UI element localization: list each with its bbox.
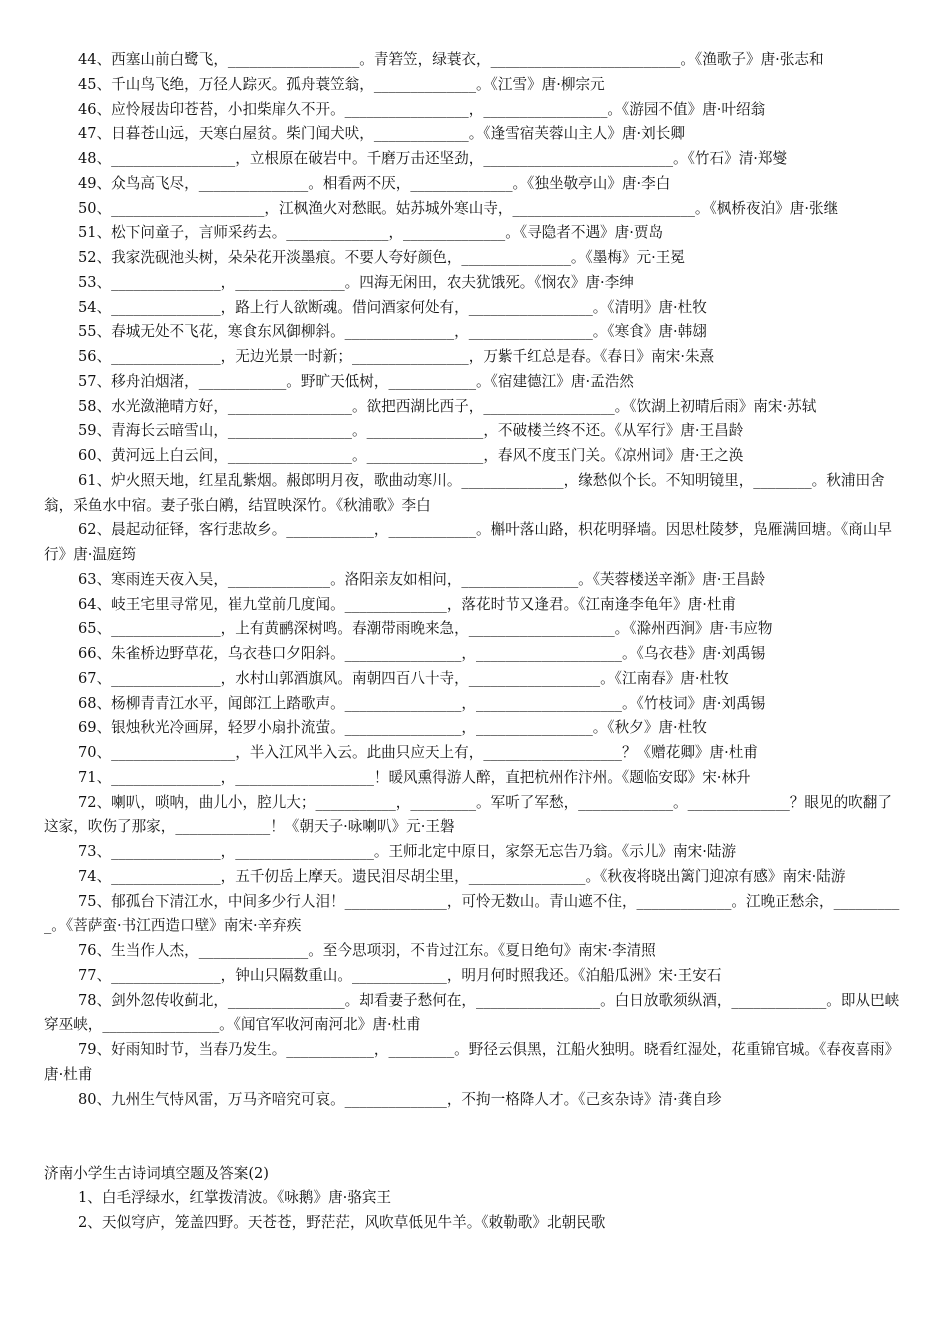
question-item: [78, 221, 906, 246]
question-number: 78: [78, 991, 97, 1009]
question-item: [44, 197, 906, 222]
question-number: 48: [78, 150, 97, 167]
question-number: 66: [78, 645, 97, 662]
question-text: 、_______________，五千仞岳上摩天。遗民泪尽胡尘里，________________。《秋夜将晓出篱门迎凉有感》南宋·陆游: [96, 867, 846, 885]
question-number: 71: [78, 768, 97, 786]
question-item: [78, 395, 906, 420]
answer-item: [78, 1186, 906, 1211]
question-text: 、应怜屐齿印苍苔，小扣柴扉久不开。_________________，_________________。《游园不值》唐·叶绍翁: [96, 100, 766, 118]
question-item: [78, 692, 906, 717]
question-number: 70: [78, 744, 97, 761]
answer-number: 1: [78, 1189, 88, 1207]
question-item: [44, 1038, 906, 1088]
question-text: 、黄河远上白云间，_________________。________________，春风不度玉门关。《凉州词》唐·王之涣: [96, 447, 744, 464]
question-item: [78, 840, 906, 865]
question-item: [44, 989, 906, 1039]
question-text: 、好雨知时节，当春乃发生。____________，_________。野径云俱黑，江船火独明。晓看红湿处，花重锦官城。《春夜喜雨》唐·杜甫: [44, 1041, 900, 1083]
question-number: 52: [78, 249, 97, 266]
question-number: 61: [78, 471, 97, 489]
question-text: 、银烛秋光冷画屏，轻罗小扇扑流萤。________________，________________。《秋夕》唐·杜牧: [96, 719, 707, 737]
question-text: 、我家洗砚池头树，朵朵花开淡墨痕。不要人夸好颜色，_______________。《墨梅》元·王冕: [96, 249, 685, 266]
question-item: [78, 939, 906, 964]
question-number: 47: [78, 125, 97, 143]
question-item: [78, 667, 906, 692]
question-item: [78, 296, 906, 321]
question-number: 68: [78, 694, 97, 712]
question-number: 57: [78, 372, 97, 390]
question-item: [78, 741, 906, 766]
question-item: [78, 73, 906, 98]
question-number: 44: [78, 51, 97, 68]
question-item: [78, 122, 906, 147]
question-text: 、千山鸟飞绝，万径人踪灭。孤舟蓑笠翁，______________。《江雪》唐·柳宗元: [96, 75, 605, 93]
question-number: 60: [78, 447, 97, 464]
question-item: [78, 345, 906, 370]
question-item: [44, 890, 906, 940]
question-text: 、朱雀桥边野草花，乌衣巷口夕阳斜。________________，____________________。《乌衣巷》唐·刘禹锡: [96, 645, 766, 662]
question-number: 74: [78, 867, 97, 885]
question-number: 76: [78, 942, 97, 959]
answer-text: 、白毛浮绿水，红掌拨清波。《咏鹅》唐·骆宾王: [87, 1189, 392, 1207]
question-text: 、郁孤台下清江水，中间多少行人泪！______________，可怜无数山。青山遮不住，_____________。江晚正愁余，__________。《菩萨蛮·书江西造口壁》南宋·辛弃疾: [44, 892, 900, 935]
question-number: 54: [78, 298, 97, 316]
question-item: [78, 617, 906, 642]
question-number: 46: [78, 100, 97, 118]
question-text: 、春城无处不飞花，寒食东风御柳斜。_______________，_________________。《寒食》唐·韩翃: [96, 323, 707, 341]
question-text: 、晨起动征铎，客行悲故乡。____________，____________。槲叶落山路，枳花明驿墙。因思杜陵梦，凫雁满回塘。《商山早行》唐·温庭筠: [44, 521, 892, 563]
question-number: 55: [78, 323, 97, 341]
question-number: 72: [78, 793, 97, 811]
question-text: 、_______________，水村山郭酒旗风。南朝四百八十寺，__________________。《江南春》唐·杜牧: [96, 669, 729, 687]
question-number: 49: [78, 174, 97, 192]
question-number: 77: [78, 966, 97, 984]
question-text: 、青海长云暗雪山，_________________。________________，不破楼兰终不还。《从军行》唐·王昌龄: [96, 422, 744, 440]
question-text: 、炉火照天地，红星乱紫烟。赧郎明月夜，歌曲动寒川。______________，缘愁似个长。不知明镜里，________。秋浦田舍翁，采鱼水中宿。妻子张白鹇，结罝映深竹。《秋浦歌》李白: [44, 471, 885, 514]
question-item: [44, 518, 906, 568]
question-number: 59: [78, 422, 97, 440]
question-number: 45: [78, 75, 97, 93]
question-number: 75: [78, 892, 97, 910]
question-item: [78, 568, 906, 593]
question-text: 、西塞山前白鹭飞，__________________。青箬笠，绿蓑衣，__________________________。《渔歌子》唐·张志和: [96, 51, 824, 68]
question-item: [78, 48, 906, 73]
question-number: 53: [78, 273, 97, 291]
question-text: 、_________________，半入江风半入云。此曲只应天上有，___________________？《赠花卿》唐·杜甫: [96, 744, 758, 761]
question-item: [44, 791, 906, 841]
question-item: [78, 172, 906, 197]
question-text: 、松下问童子，言师采药去。______________，______________。《寻隐者不遇》唐·贾岛: [96, 224, 664, 242]
question-text: 、_________________，立根原在破岩中。千磨万击还坚劲，__________________________。《竹石》清·郑燮: [96, 150, 788, 167]
question-item: [78, 766, 906, 791]
question-number: 80: [78, 1090, 97, 1108]
question-number: 69: [78, 719, 97, 737]
question-text: 、杨柳青青江水平，闻郎江上踏歌声。________________，____________________。《竹枝词》唐·刘禹锡: [96, 694, 766, 712]
question-number: 73: [78, 843, 97, 860]
question-number: 51: [78, 224, 97, 242]
question-text: 、生当作人杰，_______________。至今思项羽，不肯过江东。《夏日绝句》南宋·李清照: [96, 942, 656, 959]
question-text: 、_______________，___________________！暖风熏得游人醉，直把杭州作汴州。《题临安邸》宋·林升: [96, 768, 751, 786]
question-text: 、喇叭，唢呐，曲儿小，腔儿大；___________，_________。军听了军愁，_____________。______________？眼见的吹翻了这家，吹伤了那家，_____________！《朝天子·咏喇叭》元·王磐: [44, 793, 892, 836]
question-text: 、_______________，路上行人欲断魂。借问酒家何处有，_________________。《清明》唐·杜牧: [96, 298, 707, 316]
question-text: 、寒雨连天夜入吴，______________。洛阳亲友如相问，________________。《芙蓉楼送辛渐》唐·王昌龄: [96, 570, 766, 588]
question-text: 、剑外忽传收蓟北，________________。却看妻子愁何在，_________________。白日放歌须纵酒，_____________。即从巴峡穿巫峡，________________。《闻官军收河南河北》唐·杜甫: [44, 991, 900, 1034]
answer-text: 、天似穹庐，笼盖四野。天苍苍，野茫茫，风吹草低见牛羊。《敕勒歌》北朝民歌: [87, 1214, 606, 1231]
question-item: [78, 642, 906, 667]
question-item: [78, 716, 906, 741]
answer-item: [78, 1211, 906, 1236]
question-text: 、众鸟高飞尽，_______________。相看两不厌，______________。《独坐敬亭山》唐·李白: [96, 174, 671, 192]
question-text: 、_______________，上有黄鹂深树鸣。春潮带雨晚来急，____________________。《滁州西涧》唐·韦应物: [96, 620, 773, 638]
question-text: 、_______________，无边光景一时新；________________，万紫千红总是春。《春日》南宋·朱熹: [96, 348, 715, 365]
section-spacer: [78, 1112, 906, 1161]
question-number: 63: [78, 570, 97, 588]
question-item: [78, 444, 906, 469]
question-item: [78, 147, 906, 172]
question-text: 、_______________，___________________。王师北定中原日，家祭无忘告乃翁。《示儿》南宋·陆游: [96, 843, 737, 860]
question-number: 67: [78, 669, 97, 687]
question-text: 、_____________________，江枫渔火对愁眠。姑苏城外寒山寺，_________________________。《枫桥夜泊》唐·张继: [96, 199, 839, 217]
question-number: 65: [78, 620, 97, 638]
section-title: 济南小学生古诗词填空题及答案(2): [44, 1165, 269, 1183]
question-item: [44, 469, 906, 519]
question-number: 58: [78, 397, 97, 415]
question-item: [78, 370, 906, 395]
question-item: [78, 419, 906, 444]
question-number: 56: [78, 348, 97, 365]
question-item: [78, 320, 906, 345]
answer-number: 2: [78, 1214, 88, 1231]
question-number: 64: [78, 595, 97, 613]
question-item: [78, 98, 906, 123]
question-text: 、移舟泊烟渚，____________。野旷天低树，____________。《宿建德江》唐·孟浩然: [96, 372, 634, 390]
question-number: 50: [78, 199, 97, 217]
question-text: 、日暮苍山远，天寒白屋贫。柴门闻犬吠，_____________。《逢雪宿芙蓉山主人》唐·刘长卿: [96, 125, 685, 143]
question-text: 、水光潋滟晴方好，_________________。欲把西湖比西子，__________________。《饮湖上初晴后雨》南宋·苏轼: [96, 397, 817, 415]
question-item: [78, 271, 906, 296]
question-number: 79: [78, 1041, 97, 1058]
answer-list: [78, 1186, 906, 1236]
question-text: 、岐王宅里寻常见，崔九堂前几度闻。______________，落花时节又逢君。《江南逢李龟年》唐·杜甫: [96, 595, 737, 613]
question-text: 、_______________，钟山只隔数重山。_____________，明月何时照我还。《泊船瓜洲》宋·王安石: [96, 966, 722, 984]
question-item: [78, 246, 906, 271]
question-item: [78, 593, 906, 618]
question-item: [78, 1088, 906, 1113]
question-text: 、九州生气恃风雷，万马齐喑究可哀。______________，不拘一格降人才。《己亥杂诗》清·龚自珍: [96, 1090, 722, 1108]
question-number: 62: [78, 521, 97, 539]
question-item: [78, 964, 906, 989]
question-item: [44, 865, 906, 890]
question-text: 、_______________，_______________。四海无闲田，农夫犹饿死。《悯农》唐·李绅: [96, 273, 634, 291]
fill-in-question-list: [44, 48, 906, 1112]
